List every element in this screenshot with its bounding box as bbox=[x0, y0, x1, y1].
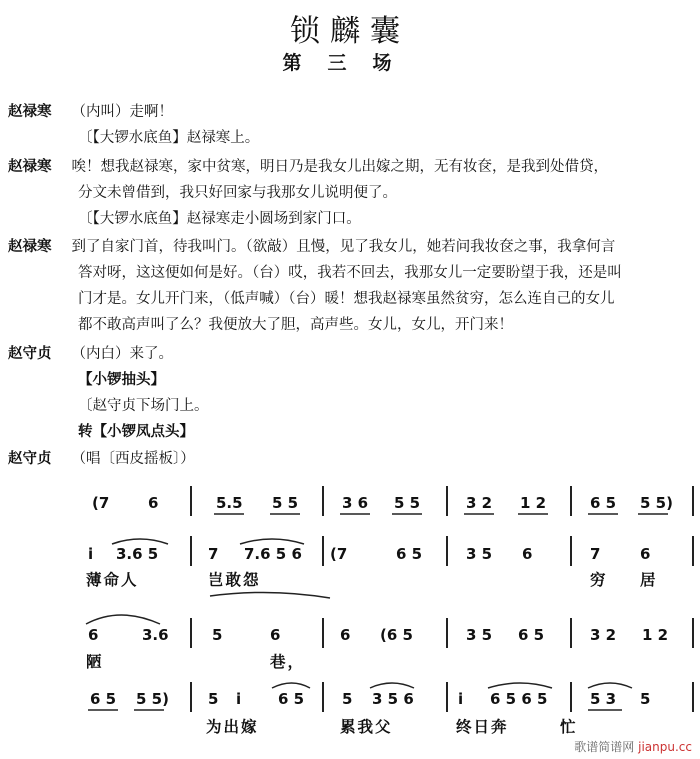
score-note: 5 bbox=[342, 690, 353, 708]
line-text: （内白）来了。 bbox=[71, 346, 173, 362]
line-text: 到了自家门首，待我叫门。（欲敲）且慢，见了我女儿，她若问我妆奁之事，我拿何言 bbox=[71, 239, 616, 255]
lyric-text: 终日奔 bbox=[456, 717, 509, 736]
score-note: 6 bbox=[88, 626, 99, 644]
script-line bbox=[8, 235, 615, 256]
lyric-text: 忙 bbox=[560, 717, 578, 736]
score-note: 7 bbox=[590, 545, 601, 563]
score-note: 3 5 6 bbox=[372, 690, 414, 708]
score-note: 6 5 bbox=[278, 690, 305, 708]
score-note: 5 5 bbox=[272, 494, 299, 512]
script-line bbox=[8, 155, 608, 176]
lyric-text: 穷 bbox=[590, 570, 608, 589]
page-title: 锁麟囊 bbox=[290, 14, 410, 49]
script-line bbox=[8, 342, 173, 363]
score-note: 6 bbox=[148, 494, 159, 512]
speaker-name: 赵禄寒 bbox=[8, 239, 52, 255]
stage-direction: 【小锣抽头】 bbox=[78, 371, 165, 388]
score-note: i bbox=[88, 545, 94, 563]
score-note: 6 5 bbox=[590, 494, 617, 512]
lyric-text: 巷， bbox=[270, 652, 306, 671]
lyric-text: 为出嫁 bbox=[206, 717, 259, 736]
speaker-name: 赵禄寒 bbox=[8, 104, 52, 120]
score-note: 5 bbox=[640, 690, 651, 708]
score-note: 3 5 bbox=[466, 626, 493, 644]
line-text: （唱〔西皮摇板〕） bbox=[71, 451, 195, 467]
score-note: 6 5 6 5 bbox=[490, 690, 548, 708]
score-note: 6 5 bbox=[396, 545, 423, 563]
lyric-text: 陋 bbox=[86, 652, 104, 671]
line-continuation: 门才是。女儿开门来，（低声喊）（台）暖！想我赵禄寒虽然贫穷，怎么连自己的女儿 bbox=[78, 291, 615, 307]
score-note: i bbox=[458, 690, 464, 708]
score-note: 5 3 bbox=[590, 690, 617, 708]
score-note: 3 2 bbox=[466, 494, 493, 512]
stage-direction: 〔【大锣水底鱼】赵禄寒走小圆场到家门口。 bbox=[78, 211, 361, 227]
score-note: (6 5 bbox=[380, 626, 413, 644]
script-line bbox=[8, 447, 195, 468]
watermark-site: 歌谱简谱网 bbox=[574, 740, 635, 754]
score-note: i bbox=[236, 690, 242, 708]
score-note: 5 5 bbox=[394, 494, 421, 512]
score-note: 3 6 bbox=[342, 494, 369, 512]
stage-direction: 转【小锣凤点头】 bbox=[78, 423, 194, 440]
score-note: 6 bbox=[522, 545, 533, 563]
score-note: 6 bbox=[270, 626, 281, 644]
score-note: 3 2 bbox=[590, 626, 617, 644]
watermark bbox=[574, 738, 692, 755]
score-note: 5.5 bbox=[216, 494, 243, 512]
watermark-url: jianpu.cc bbox=[638, 740, 692, 754]
jianpu-score bbox=[0, 478, 700, 759]
score-note: 6 bbox=[640, 545, 651, 563]
score-note: (7 bbox=[330, 545, 348, 563]
score-note: 7 bbox=[208, 545, 219, 563]
score-note: 6 5 bbox=[90, 690, 117, 708]
slur-marks bbox=[0, 478, 700, 759]
lyric-text: 薄命人 bbox=[86, 570, 139, 589]
score-note: 1 2 bbox=[520, 494, 547, 512]
score-note: 3.6 bbox=[142, 626, 169, 644]
score-note: 3.6 5 bbox=[116, 545, 159, 563]
lyric-text: 岂敢怨 bbox=[208, 570, 261, 589]
score-note: 7.6 5 6 bbox=[244, 545, 302, 563]
lyric-text: 累我父 bbox=[340, 717, 393, 736]
line-continuation: 分文未曾借到，我只好回家与我那女儿说明便了。 bbox=[78, 185, 397, 201]
score-note: 6 bbox=[340, 626, 351, 644]
line-text: （内叫）走啊！ bbox=[71, 104, 173, 120]
score-note: (7 bbox=[92, 494, 110, 512]
script-line bbox=[8, 100, 173, 121]
speaker-name: 赵守贞 bbox=[8, 451, 52, 467]
stage-direction: 〔【大锣水底鱼】赵禄寒上。 bbox=[78, 130, 260, 146]
score-note: 5 5) bbox=[640, 494, 673, 512]
score-note: 1 2 bbox=[642, 626, 669, 644]
line-continuation: 答对呀，这这便如何是好。（台）哎，我若不回去，我那女儿一定要盼望于我，还是叫 bbox=[78, 265, 622, 281]
speaker-name: 赵守贞 bbox=[8, 346, 52, 362]
stage-direction: 〔赵守贞下场门上。 bbox=[78, 398, 209, 414]
score-note: 5 bbox=[212, 626, 223, 644]
scene-subtitle: 第三场 bbox=[282, 52, 418, 74]
lyric-text: 居 bbox=[640, 570, 658, 589]
score-note: 5 5) bbox=[136, 690, 169, 708]
score-note: 3 5 bbox=[466, 545, 493, 563]
line-continuation: 都不敢高声叫了么？我便放大了胆，高声些。女儿，女儿，开门来！ bbox=[78, 317, 513, 333]
score-note: 5 bbox=[208, 690, 219, 708]
line-text: 唉！想我赵禄寒，家中贫寒，明日乃是我女儿出嫁之期，无有妆奁，是我到处借贷， bbox=[71, 159, 608, 175]
speaker-name: 赵禄寒 bbox=[8, 159, 52, 175]
score-note: 6 5 bbox=[518, 626, 545, 644]
